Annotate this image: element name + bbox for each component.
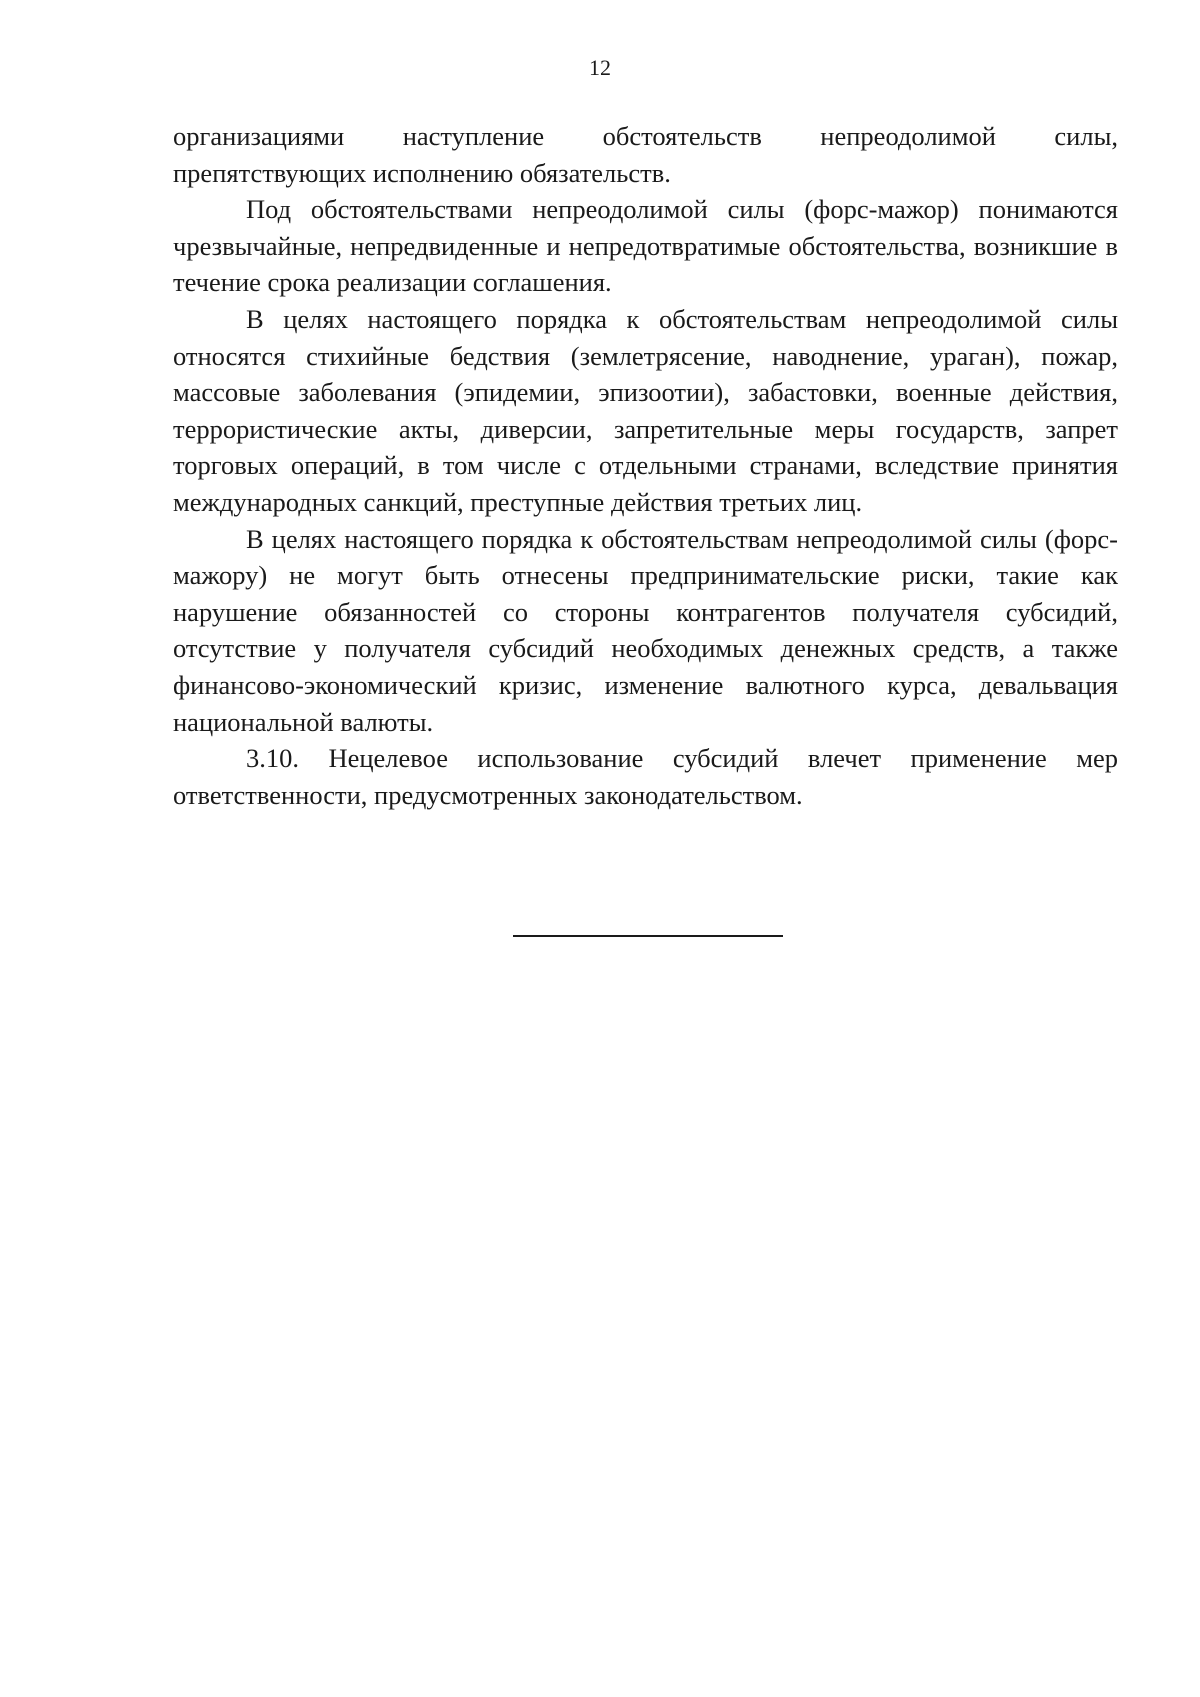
paragraph-force-majeure-excluded: В целях настоящего порядка к обстоятельствам непреодолимой силы (форс-мажору) не могут быть отнесены предпринимательские риски, такие как нарушение обязанностей со стороны контрагентов получателя субсидий, отсутствие у получателя субсидий необходимых денежных средств, а также финансово-экономический кризис, изменение валютного курса, девальвация национальной валюты. bbox=[173, 523, 1118, 737]
paragraph-continuation-line-2: препятствующих исполнению обязательств. bbox=[173, 157, 671, 188]
end-of-document-divider bbox=[513, 935, 783, 937]
paragraph-section-3-10: 3.10. Нецелевое использование субсидий влечет применение мер ответственности, предусмотренных законодательством. bbox=[173, 743, 1118, 810]
paragraph-continuation bbox=[173, 118, 1118, 191]
document-body bbox=[173, 118, 1118, 813]
paragraph-continuation-line-1: организациями наступление обстоятельств непреодолимой силы, bbox=[173, 121, 1118, 151]
paragraph-force-majeure-definition: Под обстоятельствами непреодолимой силы (форс-мажор) понимаются чрезвычайные, непредвиденные и непредотвратимые обстоятельства, возникшие в течение срока реализации соглашения. bbox=[173, 194, 1118, 298]
paragraph-force-majeure-included: В целях настоящего порядка к обстоятельствам непреодолимой силы относятся стихийные бедствия (землетрясение, наводнение, ураган), пожар, массовые заболевания (эпидемии, эпизоотии), забастовки, военные действия, террористические акты, диверсии, запретительные меры государств, запрет торговых операций, в том числе с отдельными странами, вследствие принятия международных санкций, преступные действия третьих лиц. bbox=[173, 303, 1118, 517]
page-number: 12 bbox=[589, 55, 611, 80]
